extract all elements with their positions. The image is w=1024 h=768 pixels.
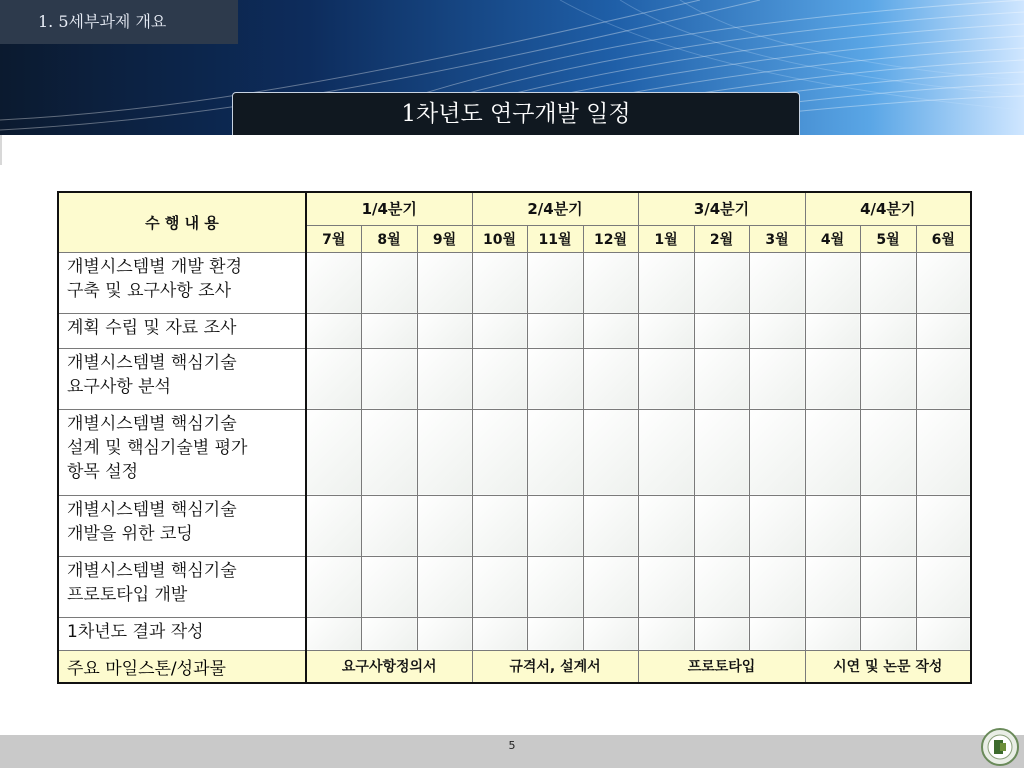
milestone-cell: 시연 및 논문 작성 (805, 650, 971, 683)
schedule-cell (527, 617, 583, 650)
task-label (58, 252, 306, 313)
task-label-line: 개별시스템별 핵심기술 (67, 352, 237, 373)
schedule-cell (472, 495, 527, 556)
quarter-header: 4/4분기 (805, 192, 971, 225)
milestone-cell: 요구사항정의서 (306, 650, 472, 683)
schedule-cell (860, 495, 916, 556)
schedule-cell (583, 556, 638, 617)
task-label (58, 617, 306, 650)
schedule-cell (694, 495, 749, 556)
schedule-cell (860, 348, 916, 409)
schedule-cell (749, 313, 805, 348)
month-header: 1월 (638, 225, 694, 252)
schedule-cell (694, 409, 749, 495)
schedule-cell (306, 313, 361, 348)
page-number: 5 (508, 739, 516, 752)
schedule-cell (361, 252, 417, 313)
month-header: 3월 (749, 225, 805, 252)
schedule-cell (916, 617, 971, 650)
task-label (58, 409, 306, 495)
month-header: 10월 (472, 225, 527, 252)
schedule-cell (583, 348, 638, 409)
slide-title: 1차년도 연구개발 일정 (232, 92, 800, 135)
schedule-cell (638, 556, 694, 617)
schedule-cell (694, 252, 749, 313)
section-label: 1. 5세부과제 개요 (0, 0, 238, 44)
header-banner (0, 0, 1024, 135)
task-label-line: 계획 수립 및 자료 조사 (67, 317, 237, 338)
schedule-cell (694, 617, 749, 650)
schedule-cell (749, 252, 805, 313)
schedule-cell (638, 252, 694, 313)
schedule-cell (694, 348, 749, 409)
task-label-line: 구축 및 요구사항 조사 (67, 280, 232, 301)
schedule-cell (306, 617, 361, 650)
divider (0, 135, 2, 165)
schedule-cell (361, 409, 417, 495)
schedule-cell (527, 252, 583, 313)
schedule-cell (472, 252, 527, 313)
schedule-table (57, 191, 972, 684)
month-header: 7월 (306, 225, 361, 252)
task-label-line: 요구사항 분석 (67, 376, 171, 397)
schedule-cell (694, 313, 749, 348)
schedule-cell (472, 556, 527, 617)
quarter-header: 1/4분기 (306, 192, 472, 225)
schedule-cell (417, 617, 472, 650)
schedule-cell (583, 313, 638, 348)
schedule-cell (417, 348, 472, 409)
schedule-cell (583, 617, 638, 650)
task-label-line: 프로토타입 개발 (67, 584, 188, 605)
task-label (58, 556, 306, 617)
task-label (58, 495, 306, 556)
task-label-line: 개발을 위한 코딩 (67, 523, 193, 544)
schedule-cell (749, 348, 805, 409)
schedule-cell (527, 556, 583, 617)
task-label-line: 항목 설정 (67, 461, 139, 482)
schedule-cell (306, 252, 361, 313)
schedule-cell (306, 348, 361, 409)
schedule-cell (472, 409, 527, 495)
schedule-cell (916, 348, 971, 409)
schedule-cell (583, 252, 638, 313)
milestone-cell: 규격서, 설계서 (472, 650, 638, 683)
schedule-cell (638, 348, 694, 409)
schedule-cell (860, 617, 916, 650)
schedule-cell (805, 495, 860, 556)
quarter-header: 3/4분기 (638, 192, 805, 225)
task-label-line: 설계 및 핵심기술별 평가 (67, 437, 248, 458)
schedule-cell (527, 495, 583, 556)
schedule-cell (417, 252, 472, 313)
schedule-cell (583, 495, 638, 556)
month-header: 9월 (417, 225, 472, 252)
schedule-cell (527, 313, 583, 348)
schedule-cell (583, 409, 638, 495)
schedule-cell (916, 252, 971, 313)
task-column-header: 수 행 내 용 (58, 192, 306, 252)
task-label-line: 개별시스템별 핵심기술 (67, 560, 237, 581)
schedule-cell (916, 556, 971, 617)
schedule-cell (472, 348, 527, 409)
schedule-table-wrap (57, 191, 972, 684)
schedule-cell (638, 409, 694, 495)
schedule-cell (417, 495, 472, 556)
schedule-cell (306, 409, 361, 495)
task-label (58, 348, 306, 409)
schedule-cell (638, 313, 694, 348)
schedule-cell (805, 348, 860, 409)
schedule-cell (306, 495, 361, 556)
schedule-cell (361, 495, 417, 556)
schedule-cell (306, 556, 361, 617)
schedule-cell (860, 409, 916, 495)
milestone-label: 주요 마일스톤/성과물 (58, 650, 306, 683)
schedule-cell (472, 313, 527, 348)
schedule-cell (361, 556, 417, 617)
month-header: 11월 (527, 225, 583, 252)
month-header: 5월 (860, 225, 916, 252)
schedule-cell (805, 409, 860, 495)
schedule-cell (860, 313, 916, 348)
month-header: 6월 (916, 225, 971, 252)
schedule-cell (916, 409, 971, 495)
schedule-cell (527, 409, 583, 495)
schedule-cell (361, 348, 417, 409)
schedule-cell (916, 495, 971, 556)
schedule-cell (805, 313, 860, 348)
schedule-cell (638, 617, 694, 650)
quarter-header: 2/4분기 (472, 192, 638, 225)
schedule-cell (417, 313, 472, 348)
schedule-cell (805, 617, 860, 650)
schedule-cell (860, 252, 916, 313)
schedule-cell (417, 409, 472, 495)
month-header: 4월 (805, 225, 860, 252)
schedule-cell (749, 556, 805, 617)
footer-bar (0, 735, 1024, 768)
schedule-cell (527, 348, 583, 409)
schedule-cell (805, 252, 860, 313)
month-header: 8월 (361, 225, 417, 252)
month-header: 2월 (694, 225, 749, 252)
schedule-cell (749, 495, 805, 556)
task-label-line: 개별시스템별 핵심기술 (67, 499, 237, 520)
schedule-cell (472, 617, 527, 650)
schedule-cell (749, 617, 805, 650)
schedule-cell (805, 556, 860, 617)
month-header: 12월 (583, 225, 638, 252)
schedule-cell (916, 313, 971, 348)
university-seal-icon (980, 727, 1020, 767)
schedule-cell (638, 495, 694, 556)
task-label-line: 개별시스템별 개발 환경 (67, 256, 243, 277)
task-label-line: 1차년도 결과 작성 (67, 621, 204, 642)
schedule-cell (361, 313, 417, 348)
schedule-cell (694, 556, 749, 617)
schedule-cell (417, 556, 472, 617)
schedule-cell (361, 617, 417, 650)
task-label-line: 개별시스템별 핵심기술 (67, 413, 237, 434)
milestone-cell: 프로토타입 (638, 650, 805, 683)
schedule-cell (860, 556, 916, 617)
task-label (58, 313, 306, 348)
schedule-cell (749, 409, 805, 495)
